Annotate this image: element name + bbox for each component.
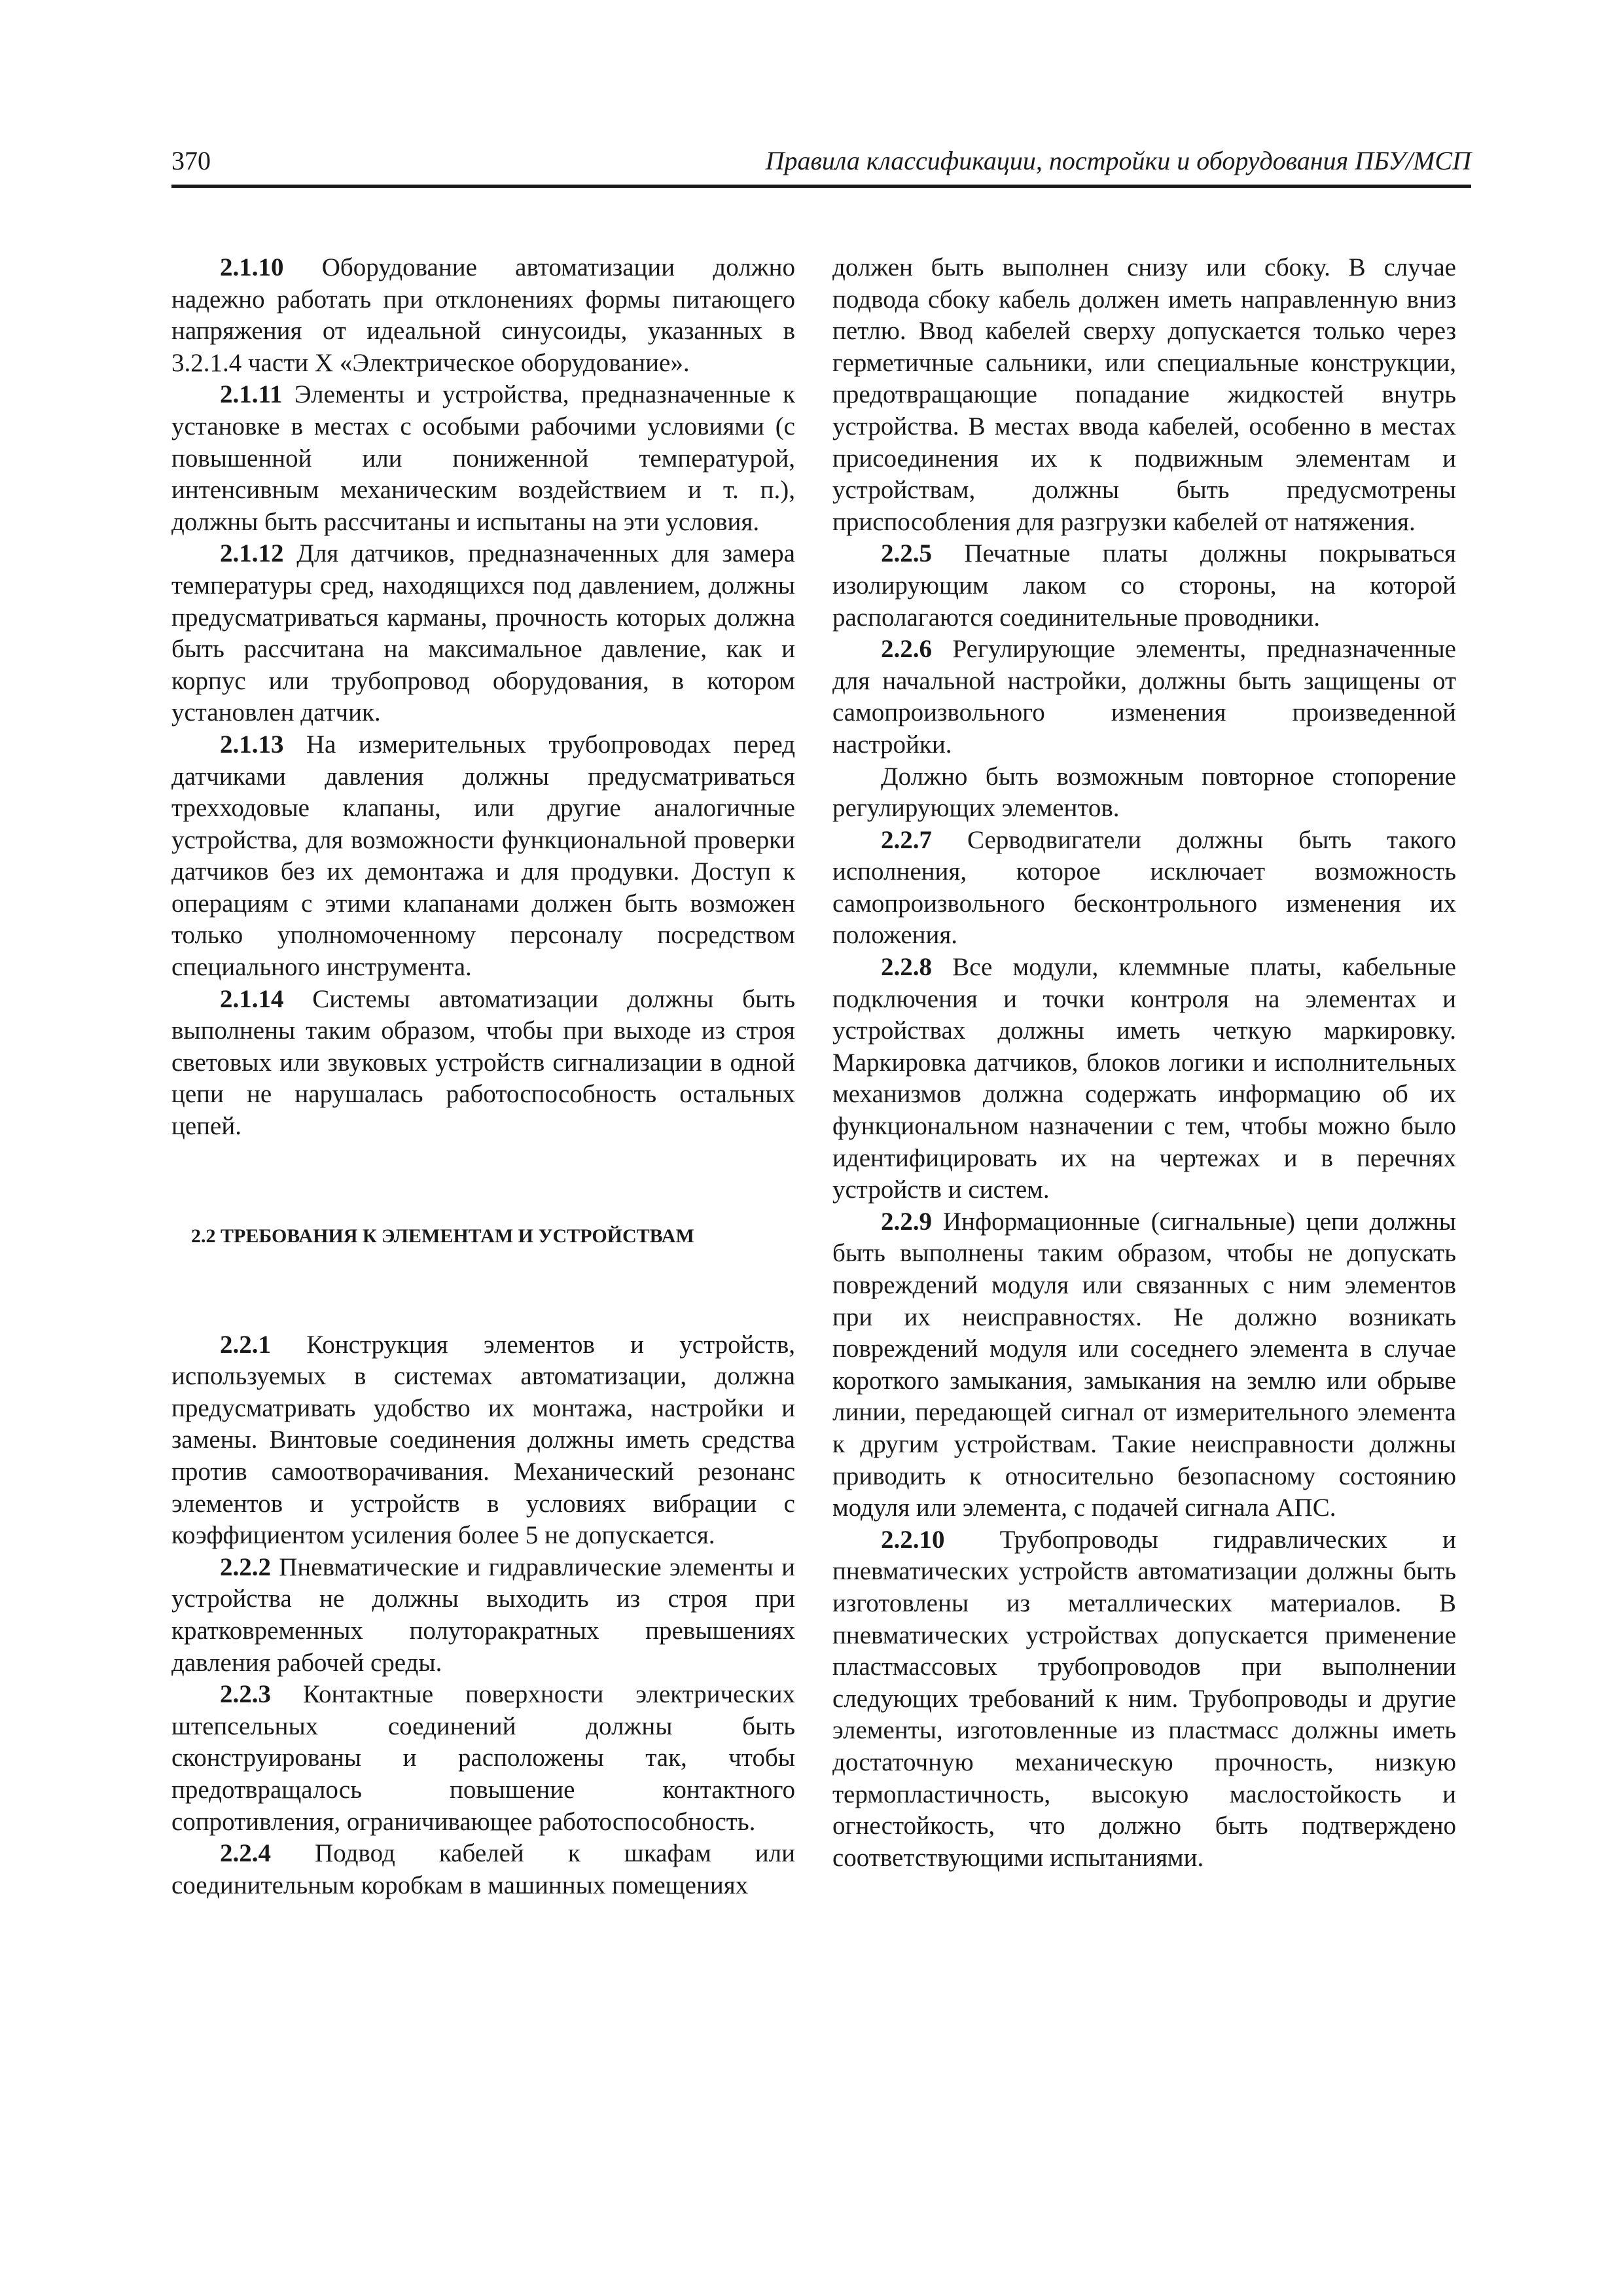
paragraph-text: На измерительных трубопроводах перед датчиками давления должны предусматриваться трехходовые клапаны, или другие аналогичные устройства, для возможности функциональной проверки датчиков без их демонтажа и для продувки. Доступ к операциям с этими клапанами должен быть возможен только уполномоченному персоналу посредством специального инструмента. [171,730,795,982]
paragraph [171,984,795,1143]
paragraph [171,1838,795,1901]
paragraph-text: Серводвигатели должны быть такого исполнения, которое исключает возможность самопроизвольного бесконтрольного изменения их положения. [832,825,1456,950]
page-number: 370 [171,146,211,175]
paragraph-text: Печатные платы должны покрываться изолирующим лаком со стороны, на которой располагаются соединительные проводники. [832,539,1456,632]
paragraph [832,538,1456,634]
paragraph [832,761,1456,825]
paragraph-text: Трубопроводы гидравлических и пневматических устройств автоматизации должны быть изготовлены из металлических материалов. В пневматических устройствах допускается применение пластмассовых трубопроводов при выполнении следующих требований к ним. Трубопроводы и другие элементы, изготовленные из пластмасс должны иметь достаточную механическую прочность, низкую термопластичность, высокую маслостойкость и огнестойкость, что должно быть подтверждено соответствующими испытаниями. [832,1525,1456,1872]
clause-number: 2.2.2 [220,1552,271,1581]
clause-number: 2.1.12 [220,539,284,568]
paragraph [832,634,1456,761]
paragraph-text: Должно быть возможным повторное стопорение регулирующих элементов. [832,762,1456,823]
paragraph-text: Оборудование автоматизации должно надежно работать при отклонениях формы питающего напряжения от идеальной синусоиды, указанных в 3.2.1.4 части X «Электрическое оборудование». [171,253,795,377]
clause-number: 2.2.9 [881,1207,932,1236]
paragraph-continuation [832,252,1456,538]
clause-number: 2.2.3 [220,1680,271,1709]
paragraph [832,825,1456,952]
paragraph [171,538,795,729]
clause-number: 2.2.8 [881,953,932,982]
paragraph [171,729,795,984]
clause-number: 2.2.4 [220,1839,271,1868]
paragraph-text: Системы автоматизации должны быть выполнены таким образом, чтобы при выходе из строя световых или звуковых устройств сигнализации в одной цепи не нарушалась работоспособность остальных цепей. [171,984,795,1141]
clause-number: 2.2.7 [881,825,932,854]
paragraph [171,252,795,379]
paragraph [832,1524,1456,1874]
clause-number: 2.2.5 [881,539,932,568]
clause-number: 2.1.10 [220,253,284,281]
paragraph [171,1679,795,1838]
paragraph [171,1552,795,1679]
left-column [171,252,795,1901]
paragraph-text: Конструкция элементов и устройств, используемых в системах автоматизации, должна предусматривать удобство их монтажа, настройки и замены. Винтовые соединения должны иметь средства против самоотворачивания. Механический резонанс элементов и устройств в условиях вибрации с коэффициентом усиления более 5 не допускается. [171,1330,795,1550]
paragraph-text: Элементы и устройства, предназначенные к установке в местах с особыми рабочими условиями (с повышенной или пониженной температурой, интенсивным механическим воздействием и т. п.), должны быть рассчитаны и испытаны на эти условия. [171,380,795,536]
paragraph [171,1329,795,1552]
clause-number: 2.1.14 [220,984,284,1013]
paragraph-text: Для датчиков, предназначенных для замера температуры сред, находящихся под давлением, должны предусматриваться карманы, прочность которых должна быть рассчитана на максимальное давление, как и корпус или трубопровод оборудования, в котором установлен датчик. [171,539,795,727]
paragraph [171,379,795,538]
running-title: Правила классификации, постройки и оборудования ПБУ/МСП [765,146,1471,175]
paragraph [832,1206,1456,1524]
page-header [171,144,1471,188]
paragraph-text: Подвод кабелей к шкафам или соединительным коробкам в машинных помещениях [171,1839,795,1899]
clause-number: 2.2.10 [881,1525,945,1554]
paragraph-text: Регулирующие элементы, предназначенные для начальной настройки, должны быть защищены от самопроизвольного изменения произведенной настройки. [832,635,1456,759]
right-column [832,252,1456,1874]
paragraph-text: Контактные поверхности электрических штепсельных соединений должны быть сконструированы и расположены так, чтобы предотвращалось повышение контактного сопротивления, ограничивающее работоспособность. [171,1680,795,1836]
paragraph-text: Пневматические и гидравлические элементы и устройства не должны выходить из строя при кратковременных полуторакратных превышениях давления рабочей среды. [171,1552,795,1677]
paragraph [832,952,1456,1206]
clause-number: 2.2.1 [220,1330,271,1359]
clause-number: 2.2.6 [881,635,932,664]
paragraph-text: должен быть выполнен снизу или сбоку. В случае подвода сбоку кабель должен иметь направленную вниз петлю. Ввод кабелей сверху допускается только через герметичные сальники, или специальные конструкции, предотвращающие попадание жидкостей внутрь устройства. В местах ввода кабелей, особенно в местах присоединения их к подвижным элементам и устройствам, должны быть предусмотрены приспособления для разгрузки кабелей от натяжения. [832,253,1456,536]
clause-number: 2.1.13 [220,730,284,759]
paragraph-text: Все модули, клеммные платы, кабельные подключения и точки контроля на элементах и устройствах должны иметь четкую маркировку. Маркировка датчиков, блоков логики и исполнительных механизмов должна содержать информацию об их функциональном назначении с тем, чтобы можно было идентифицировать их на чертежах и в перечнях устройств и систем. [832,953,1456,1204]
clause-number: 2.1.11 [220,380,283,409]
section-heading: 2.2 ТРЕБОВАНИЯ К ЭЛЕМЕНТАМ И УСТРОЙСТВАМ [191,1225,694,1247]
paragraph-text: Информационные (сигнальные) цепи должны быть выполнены таким образом, чтобы не допускать повреждений модуля или связанных с ним элементов при их неисправностях. Не должно возникать повреждений модуля или соседнего элемента в случае короткого замыкания, замыкания на землю или обрыве линии, передающей сигнал от измерительного элемента к другим устройствам. Такие неисправности должны приводить к относительно безопасному состоянию модуля или элемента, с подачей сигнала АПС. [832,1207,1456,1522]
